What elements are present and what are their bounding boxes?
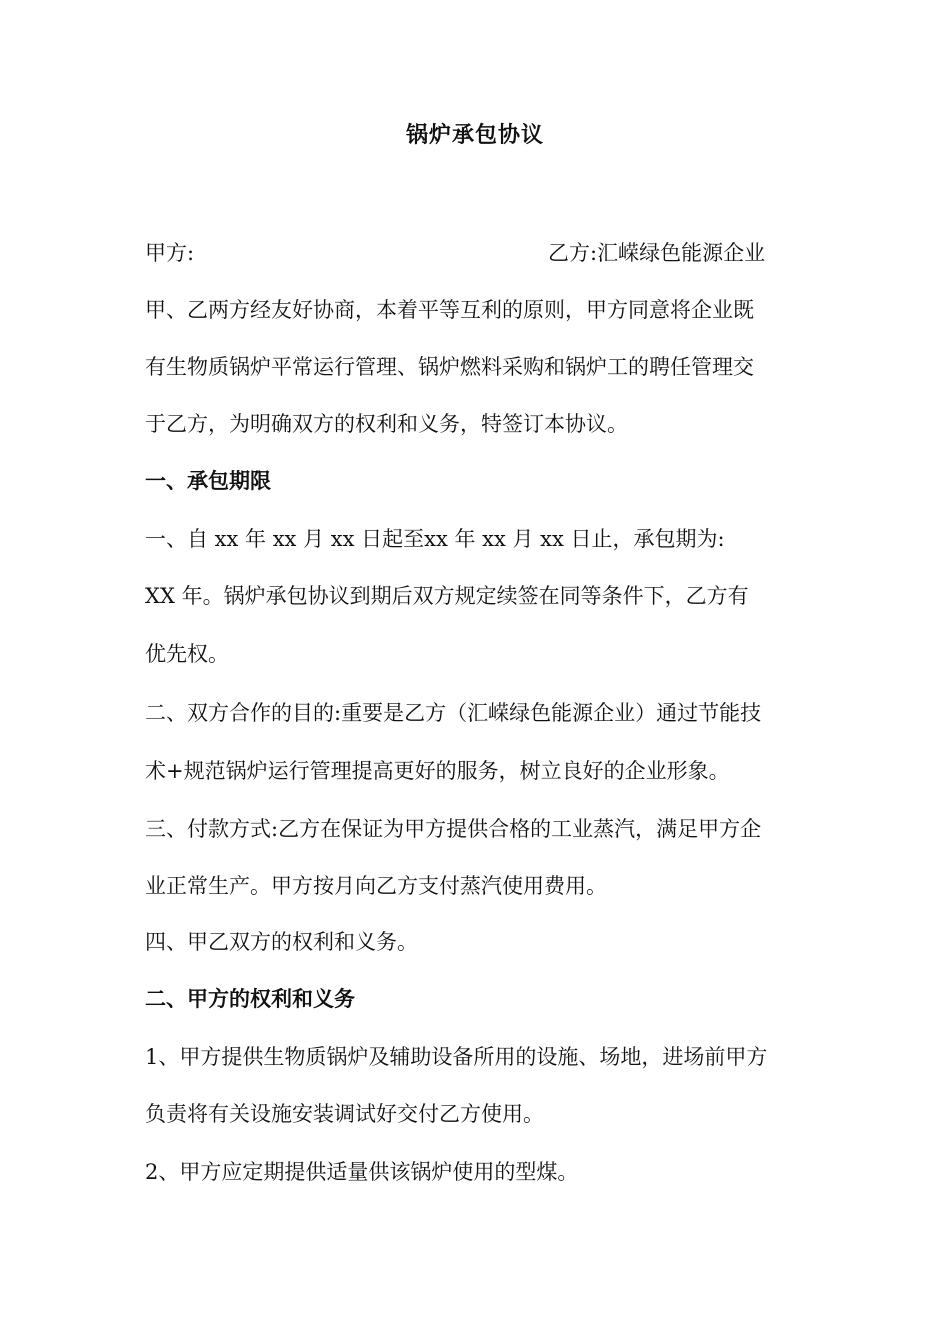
paragraph-line: 于乙方，为明确双方的权利和义务，特签订本协议。 [145,412,628,436]
paragraph-line: 三、付款方式:乙方在保证为甲方提供合格的工业蒸汽，满足甲方企 [145,817,762,841]
paragraph-line: 甲、乙两方经友好协商，本着平等互利的原则，甲方同意将企业既 [145,298,754,322]
section-heading: 一、承包期限 [145,468,271,493]
document-title: 锅炉承包协议 [405,122,544,148]
paragraph-line: 四、甲乙双方的权利和义务。 [145,930,418,954]
paragraph-line: XX 年。锅炉承包协议到期后双方规定续签在同等条件下，乙方有 [145,584,749,608]
paragraph-line: 有生物质锅炉平常运行管理、锅炉燃料采购和锅炉工的聘任管理交 [145,355,754,379]
paragraph-line: 业正常生产。甲方按月向乙方支付蒸汽使用费用。 [145,874,607,898]
paragraph-line: 一、自 xx 年 xx 月 xx 日起至xx 年 xx 月 xx 日止，承包期为: [145,527,725,551]
party-a-label: 甲方: [145,241,195,265]
paragraph-line: 负责将有关设施安装调试好交付乙方使用。 [145,1102,544,1126]
paragraph-line: 优先权。 [145,642,229,666]
paragraph-line: 二、双方合作的目的:重要是乙方（汇嵘绿色能源企业）通过节能技 [145,701,762,725]
paragraph-line: 术+规范锅炉运行管理提高更好的服务，树立良好的企业形象。 [145,759,730,783]
paragraph-line: 2、甲方应定期提供适量供该锅炉使用的型煤。 [145,1160,579,1184]
paragraph-line: 1、甲方提供生物质锅炉及辅助设备所用的设施、场地，进场前甲方 [145,1045,768,1069]
section-heading: 二、甲方的权利和义务 [145,986,355,1011]
party-b-label: 乙方:汇嵘绿色能源企业 [548,241,766,265]
